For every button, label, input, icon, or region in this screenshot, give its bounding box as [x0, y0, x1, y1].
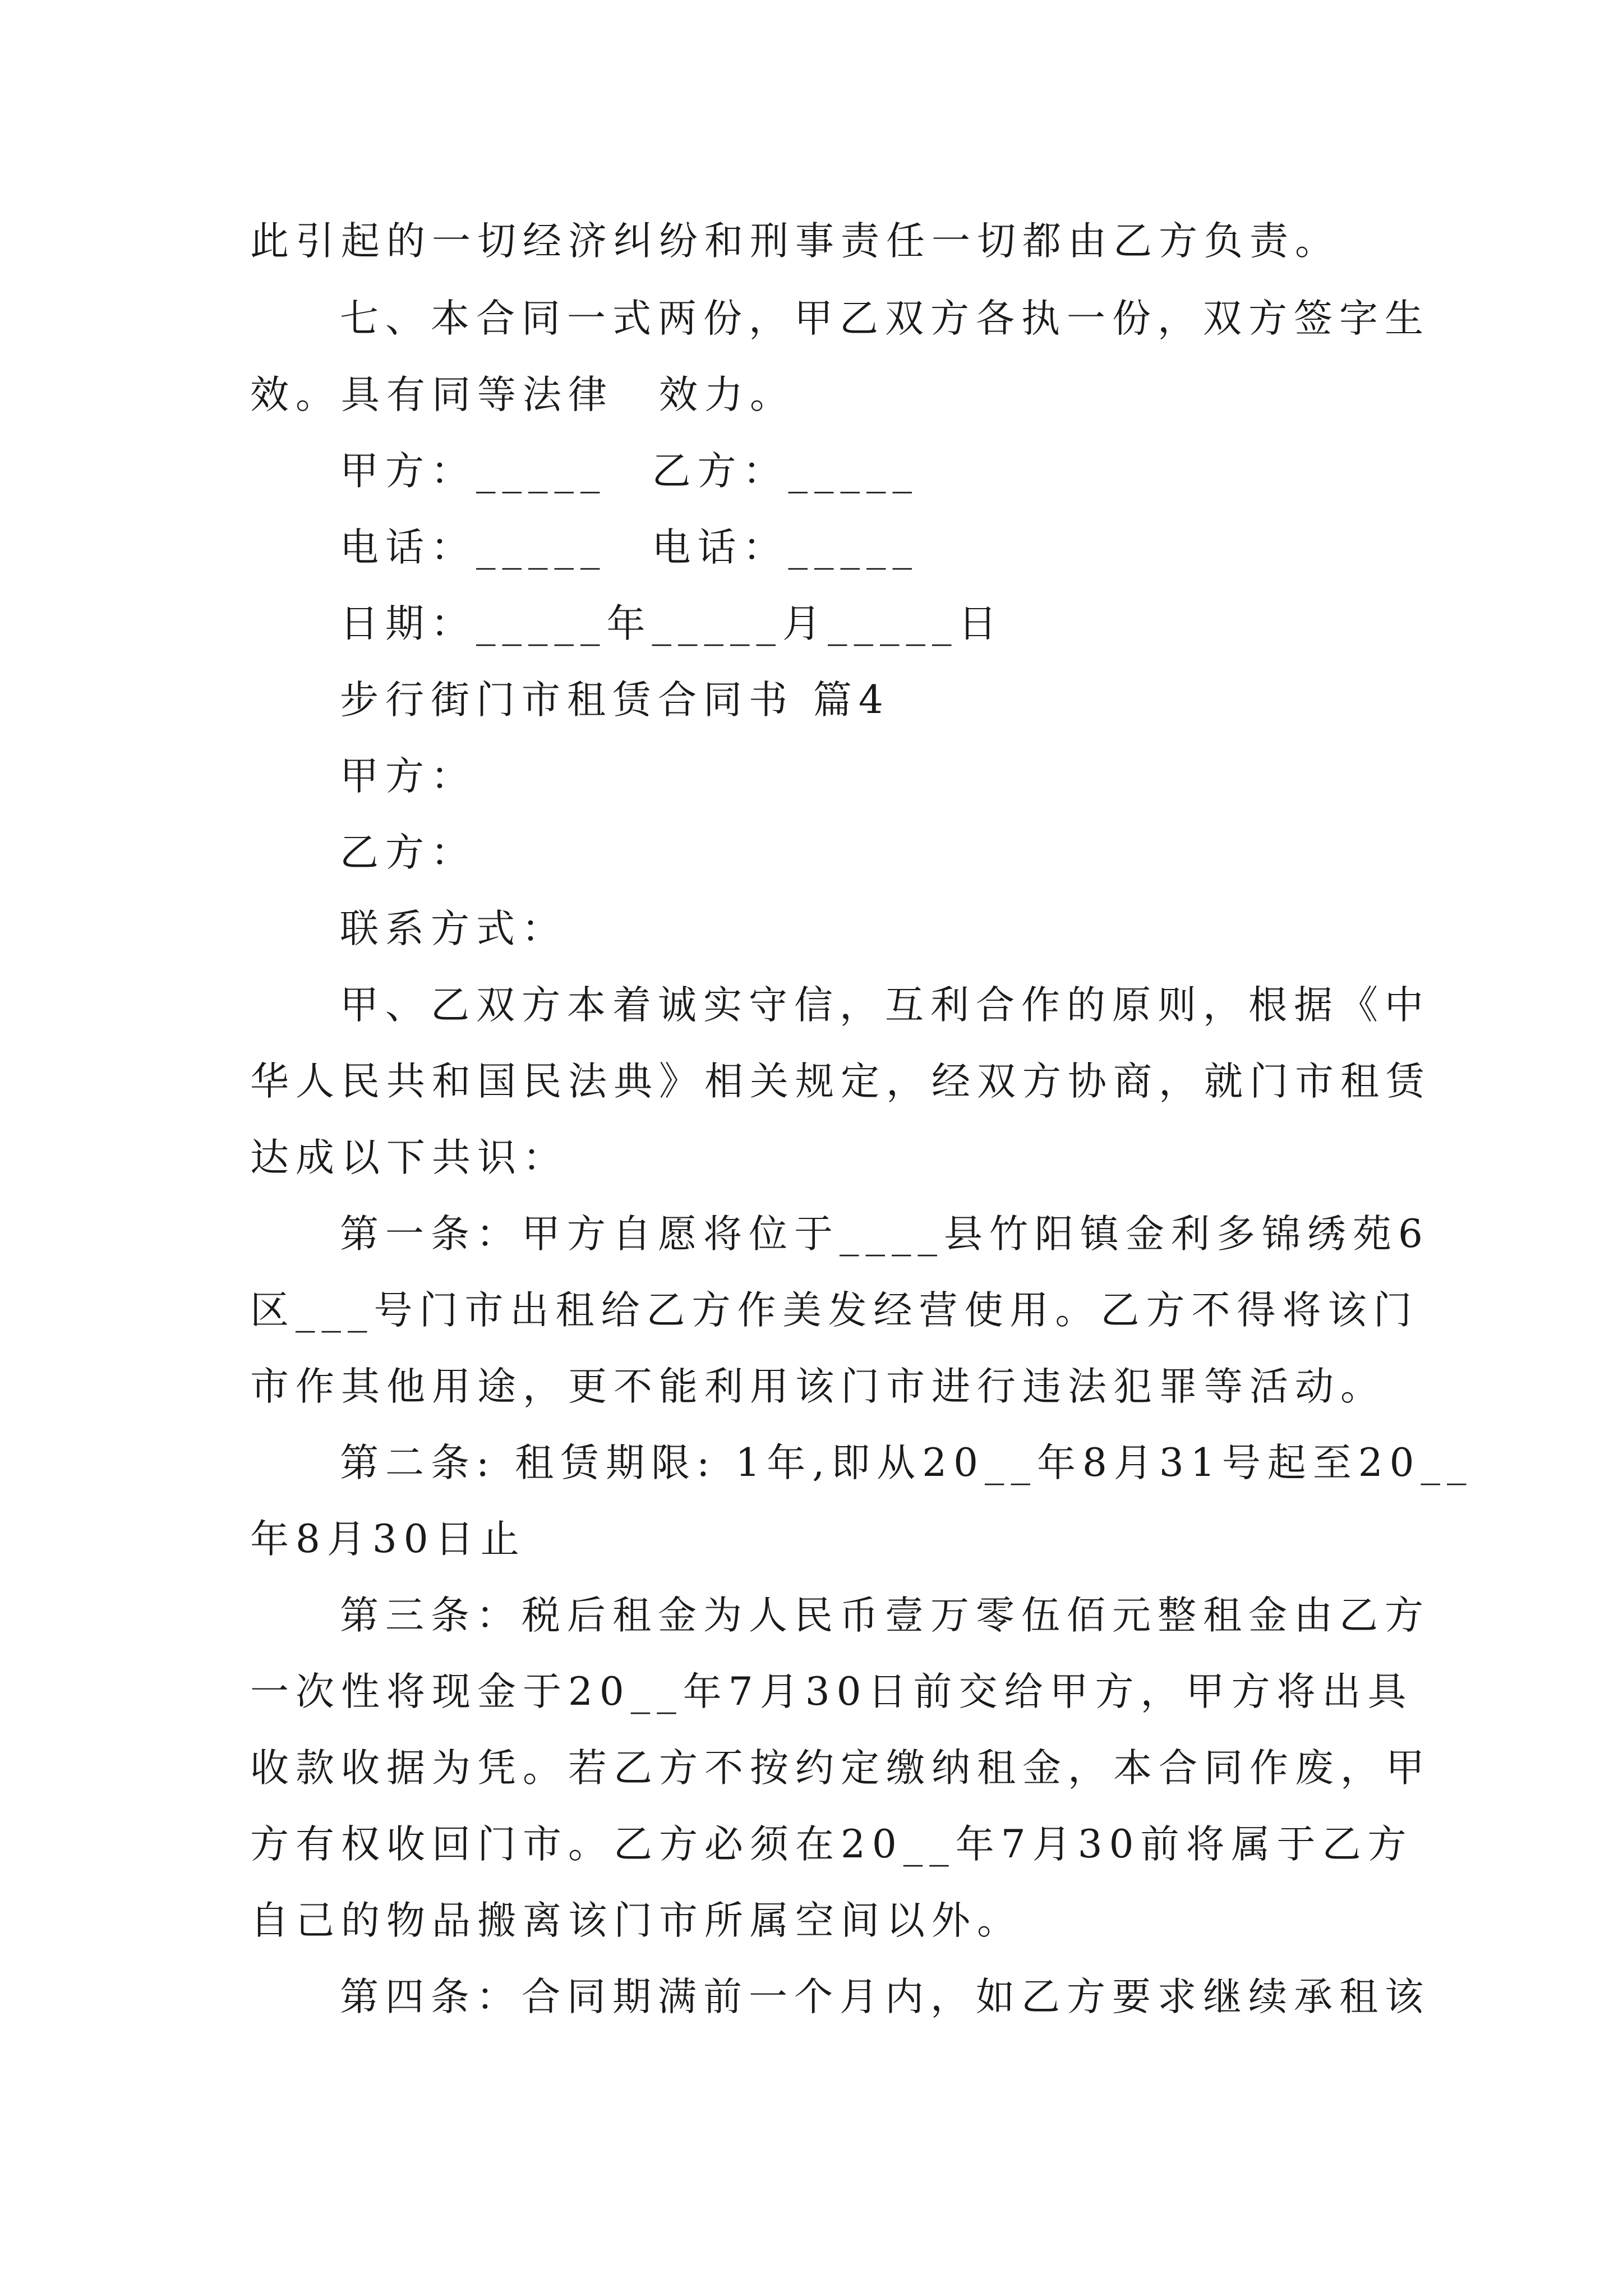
paragraph-line: 效。具有同等法律 效力。 [250, 372, 795, 417]
article-line: 市作其他用途，更不能利用该门市进行违法犯罪等活动。 [250, 1364, 1386, 1409]
signature-line-party: 甲方：_____ 乙方：_____ [340, 449, 919, 494]
article-line: 第二条: 租赁期限: 1年,即从20__年8月31号起至20__ [340, 1441, 1473, 1485]
contact-line: 联系方式： [340, 907, 567, 951]
party-b-line: 乙方： [340, 830, 476, 875]
article-line: 第一条：甲方自愿将位于____县竹阳镇金利多锦绣苑6 [340, 1212, 1430, 1257]
article-line: 方有权收回门市。乙方必须在20__年7月30前将属于乙方 [250, 1822, 1413, 1867]
article-line: 一次性将现金于20__年7月30日前交给甲方，甲方将出具 [250, 1669, 1413, 1714]
party-a-line: 甲方： [340, 754, 476, 799]
paragraph-line: 此引起的一切经济纠纷和刑事责任一切都由乙方负责。 [250, 219, 1340, 264]
paragraph-line: 甲、乙双方本着诚实守信，互利合作的原则，根据《中 [340, 983, 1430, 1028]
paragraph-line: 达成以下共识： [250, 1135, 568, 1180]
article-line: 区___号门市出租给乙方作美发经营使用。乙方不得将该门 [250, 1288, 1419, 1333]
paragraph-line: 华人民共和国民法典》相关规定，经双方协商，就门市租赁 [250, 1059, 1431, 1104]
article-line: 第三条：税后租金为人民币壹万零伍佰元整租金由乙方 [340, 1593, 1430, 1638]
article-line: 年8月30日止 [250, 1517, 526, 1562]
paragraph-line: 七、本合同一式两份，甲乙双方各执一份，双方签字生 [340, 296, 1430, 341]
signature-line-phone: 电话：_____ 电话：_____ [340, 525, 919, 570]
signature-line-date: 日期：_____年_____月_____日 [340, 601, 1004, 646]
article-line: 自己的物品搬离该门市所属空间以外。 [250, 1898, 1022, 1943]
article-line: 收款收据为凭。若乙方不按约定缴纳租金，本合同作废，甲 [250, 1746, 1431, 1791]
article-line: 第四条：合同期满前一个月内，如乙方要求继续承租该 [340, 1975, 1430, 2019]
section-heading: 步行街门市租赁合同书 篇4 [340, 678, 890, 723]
